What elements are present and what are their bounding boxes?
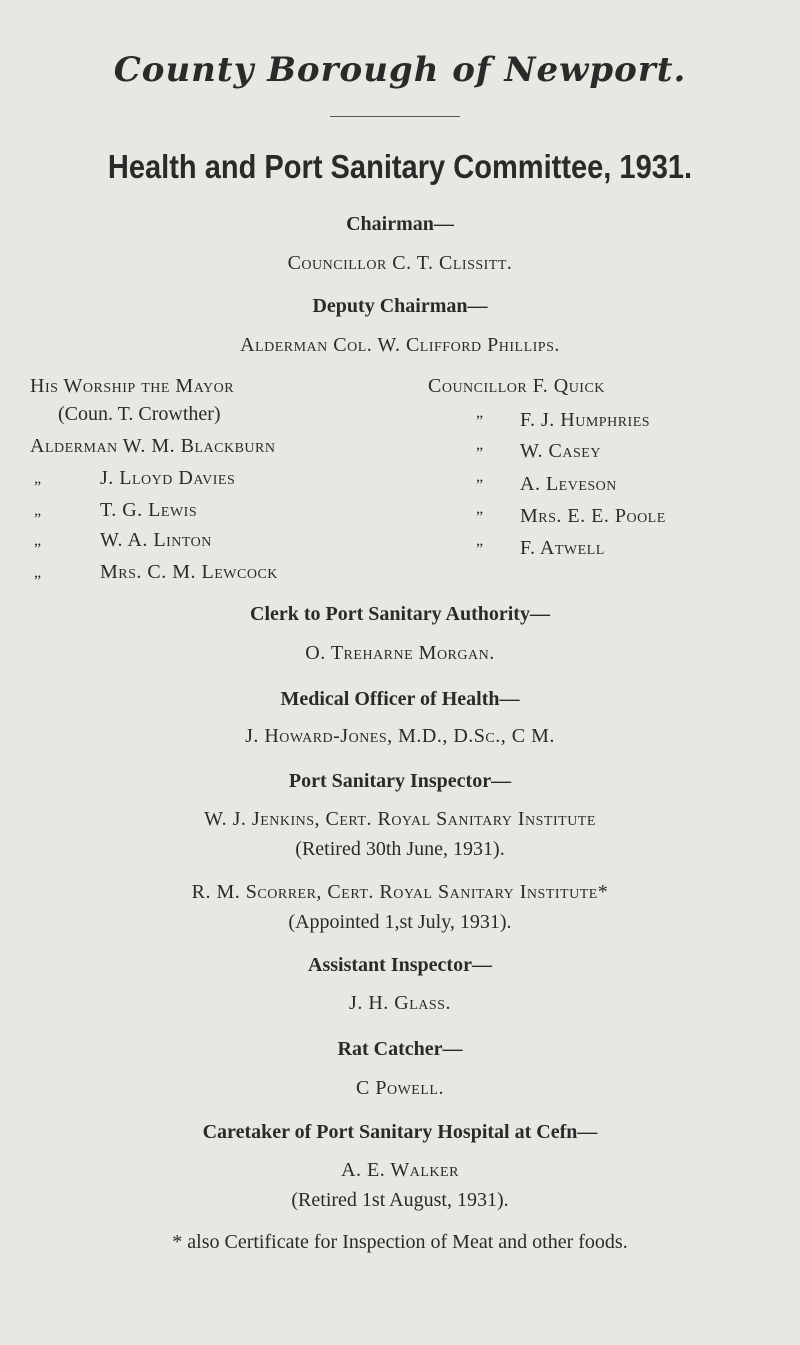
member: His Worship the Mayor xyxy=(30,375,235,397)
clerk-name: O. Treharne Morgan. xyxy=(305,642,495,664)
member: F. J. Humphries xyxy=(520,409,651,431)
deputy-name: Alderman Col. W. Clifford Phillips. xyxy=(240,334,560,356)
member: Councillor F. Quick xyxy=(428,375,605,397)
moh-name: J. Howard-Jones, M.D., D.Sc., C M. xyxy=(245,725,555,747)
ditto-mark: „ xyxy=(476,436,484,453)
member: F. Atwell xyxy=(520,537,605,559)
member: W. Casey xyxy=(520,440,601,462)
inspector-line: (Retired 30th June, 1931). xyxy=(295,838,505,860)
member: (Coun. T. Crowther) xyxy=(58,403,221,425)
caretaker-heading: Caretaker of Port Sanitary Hospital at Cefn— xyxy=(202,1121,598,1143)
member: W. A. Linton xyxy=(100,529,212,551)
deputy-heading: Deputy Chairman— xyxy=(312,295,488,317)
document-title: County Borough of Newport. xyxy=(113,50,687,90)
assistant-name: J. H. Glass. xyxy=(349,992,451,1014)
committee-title: Health and Port Sanitary Committee, 1931. xyxy=(107,148,693,185)
ditto-mark: „ xyxy=(34,564,42,581)
member: T. G. Lewis xyxy=(100,499,198,521)
footnote: * also Certificate for Inspection of Meat and other foods. xyxy=(172,1231,628,1253)
member: Mrs. E. E. Poole xyxy=(520,505,666,527)
ditto-mark: „ xyxy=(476,468,484,485)
rat-catcher-heading: Rat Catcher— xyxy=(337,1038,463,1060)
ditto-mark: „ xyxy=(34,470,42,487)
rat-catcher-name: C Powell. xyxy=(356,1077,444,1099)
member: Alderman W. M. Blackburn xyxy=(30,435,276,457)
ditto-mark: „ xyxy=(34,502,42,519)
caretaker-note: (Retired 1st August, 1931). xyxy=(291,1189,509,1211)
inspector-line: R. M. Scorrer, Cert. Royal Sanitary Institute* xyxy=(191,881,609,903)
member: A. Leveson xyxy=(520,473,617,495)
ditto-mark: „ xyxy=(476,500,484,517)
ditto-mark: „ xyxy=(34,532,42,549)
member: J. Lloyd Davies xyxy=(100,467,236,489)
chairman-heading: Chairman— xyxy=(346,213,454,235)
assistant-heading: Assistant Inspector— xyxy=(308,954,492,976)
divider xyxy=(330,116,460,117)
caretaker-name: A. E. Walker xyxy=(341,1159,459,1181)
moh-heading: Medical Officer of Health— xyxy=(280,688,520,710)
ditto-mark: „ xyxy=(476,532,484,549)
inspector-heading: Port Sanitary Inspector— xyxy=(288,770,512,792)
clerk-heading: Clerk to Port Sanitary Authority— xyxy=(250,603,550,625)
chairman-name: Councillor C. T. Clissitt. xyxy=(287,252,513,274)
member: Mrs. C. M. Lewcock xyxy=(100,561,278,583)
inspector-line: W. J. Jenkins, Cert. Royal Sanitary Institute xyxy=(204,808,596,830)
ditto-mark: „ xyxy=(476,404,484,421)
inspector-line: (Appointed 1,st July, 1931). xyxy=(288,911,512,933)
